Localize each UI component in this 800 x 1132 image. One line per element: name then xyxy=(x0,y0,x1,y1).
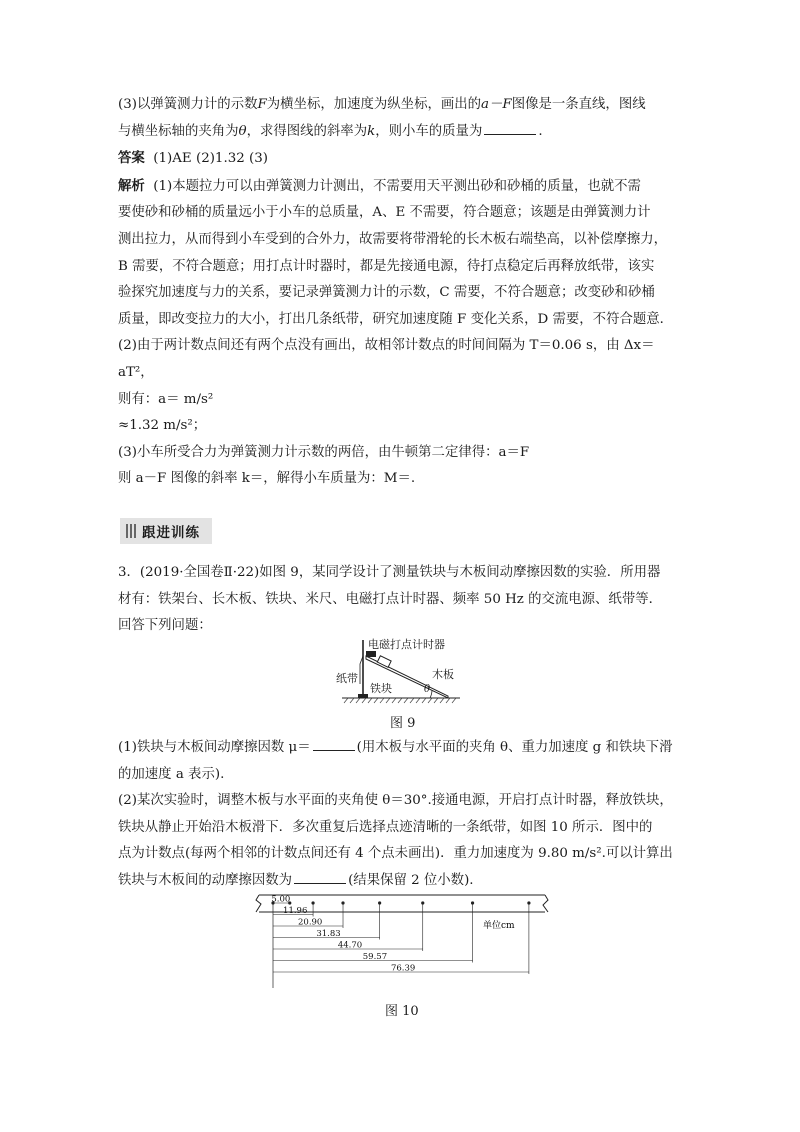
analysis-line2: 要使砂和砂桶的质量远小于小车的总质量，A、E 不需要，符合题意；该题是由弹簧测力计 xyxy=(118,205,651,221)
q3-line3: 回答下列问题： xyxy=(118,618,212,634)
analysis-line1 xyxy=(118,173,693,201)
text: (1)本题拉力可以由弹簧测力计测出，不需要用天平测出砂和砂桶的质量，也就不需 xyxy=(153,178,641,194)
text: (结果保留 2 位小数). xyxy=(348,872,474,888)
analysis-p2-line2: aT²， xyxy=(118,364,154,380)
fig10-caption: 图 10 xyxy=(385,1004,419,1019)
answer-line xyxy=(118,145,693,173)
dimension-label: 20.90 xyxy=(298,917,323,928)
answer-blank xyxy=(313,736,355,751)
section-bars-icon xyxy=(126,524,136,538)
q3-line2: 材有：铁架台、长木板、铁块、米尺、电磁打点计时器、频率 50 Hz 的交流电源、纸带等． xyxy=(118,591,662,607)
answer-blank xyxy=(294,869,346,884)
var-F: F xyxy=(257,97,267,112)
text: ，求得图线的斜率为 xyxy=(246,123,368,139)
dimension-label: 59.57 xyxy=(362,952,388,962)
figure-10-tape xyxy=(255,892,550,992)
fig9-label-board: 木板 xyxy=(432,668,454,681)
q3-line1: 3．(2019·全国卷Ⅱ·22)如图 9，某同学设计了测量铁块与木板间动摩擦因数的实验．所用器 xyxy=(118,565,661,580)
dimension-label: 5.00 xyxy=(271,894,291,905)
dimension-label: 11.96 xyxy=(283,906,308,916)
analysis-line4: B 需要，不符合题意；用打点计时器时，都是先接通电源，待打点稳定后再释放纸带，该实 xyxy=(118,258,655,274)
question3-parts xyxy=(118,735,693,895)
part3-question-line1 xyxy=(118,92,693,119)
fig9-label-theta: θ xyxy=(424,684,431,695)
var-theta: θ xyxy=(238,123,247,139)
var-k: k xyxy=(367,123,376,139)
analysis-line5: 验探究加速度与力的关系，要记录弹簧测力计的示数，C 需要，不符合题意；改变砂和砂桶 xyxy=(118,285,655,301)
dimension-label: 44.70 xyxy=(337,940,363,951)
question3 xyxy=(118,560,693,640)
section-header xyxy=(120,518,212,544)
fig10-unit-label: 单位cm xyxy=(483,921,515,931)
dimension-label: 76.39 xyxy=(390,963,416,974)
section-title: 跟进训练 xyxy=(142,525,200,541)
q3-part1-line1 xyxy=(118,735,693,762)
analysis-p2-line4: ≈1.32 m/s²； xyxy=(118,418,207,434)
fig9-label-timer: 电磁打点计时器 xyxy=(368,638,445,651)
q3-part2-line4 xyxy=(118,868,693,895)
analysis-line3: 测出拉力，从而得到小车受到的合外力，故需要将带滑轮的长木板右端垫高，以补偿摩擦力， xyxy=(118,231,668,247)
document-body xyxy=(118,92,693,493)
answer-text: (1)AE (2)1.32 (3) xyxy=(153,151,268,167)
q3-part2-line1: (2)某次实验时，调整木板与水平面的夹角使 θ＝30°.接通电源，开启打点计时器，释放铁块， xyxy=(118,793,673,809)
text: (1)铁块与木板间动摩擦因数 μ＝ xyxy=(118,740,311,755)
analysis-p2-line3: 则有：a＝ m/s² xyxy=(118,391,214,407)
text: 与横坐标轴的夹角为 xyxy=(118,123,239,139)
analysis-p3-line2: 则 a－F 图像的斜率 k＝，解得小车质量为：M＝. xyxy=(118,471,416,487)
text: (3)以弹簧测力计的示数 xyxy=(118,97,258,112)
q3-part1-line2: 的加速度 a 表示). xyxy=(118,766,225,782)
text: . xyxy=(538,123,543,139)
var-aF: a－F xyxy=(481,97,512,112)
part3-question-line2 xyxy=(118,119,693,146)
text: (用木板与水平面的夹角 θ、重力加速度 g 和铁块下滑 xyxy=(356,740,673,755)
analysis-label: 解析 xyxy=(118,177,145,194)
dimension-label: 31.83 xyxy=(316,929,341,939)
analysis-line6: 质量，即改变拉力的大小，打出几条纸带，研究加速度随 F 变化关系，D 需要，不符合题意． xyxy=(118,311,674,327)
fig9-label-block: 铁块 xyxy=(370,682,392,695)
text: 图像是一条直线，图线 xyxy=(511,97,646,112)
answer-label: 答案 xyxy=(118,150,145,167)
fig9-caption: 图 9 xyxy=(390,716,416,731)
answer-blank xyxy=(484,120,536,135)
analysis-p3-line1: (3)小车所受合力为弹簧测力计示数的两倍，由牛顿第二定律得：a＝F xyxy=(118,444,530,460)
analysis-p2-line1: (2)由于两计数点间还有两个点没有画出，故相邻计数点的时间间隔为 T＝0.06 s，由 Δx＝ xyxy=(118,338,655,354)
q3-part2-line3: 点为计数点(每两个相邻的计数点间还有 4 个点未画出)．重力加速度为 9.80 m/s².可以计算出 xyxy=(118,846,673,862)
text: ，则小车的质量为 xyxy=(375,123,483,139)
fig9-label-tape: 纸带 xyxy=(336,672,358,685)
text: 为横坐标，加速度为纵坐标，画出的 xyxy=(266,97,482,112)
q3-part2-line2: 铁块从静止开始沿木板滑下．多次重复后选择点迹清晰的一条纸带，如图 10 所示．图中的 xyxy=(118,819,653,835)
text: 铁块与木板间的动摩擦因数为 xyxy=(118,872,293,888)
